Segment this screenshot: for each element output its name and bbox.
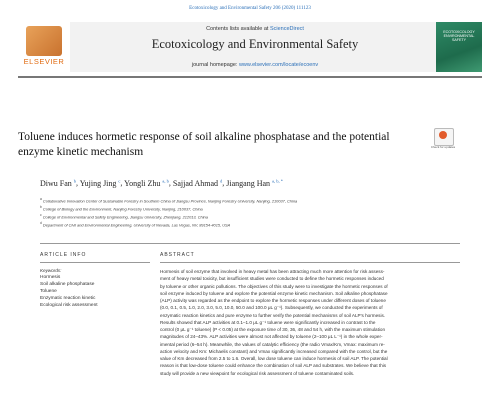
journal-title: Ecotoxicology and Environmental Safety: [151, 37, 359, 51]
sciencedirect-link[interactable]: ScienceDirect: [269, 26, 304, 32]
keywords-label: Keywords:: [40, 268, 62, 273]
check-updates-label: Check for updates: [430, 145, 456, 149]
author[interactable]: Diwu Fan $^b$: [40, 178, 77, 188]
affiliation: $^c$ College of Environmental and Safety Engineering, Jiangsu University, Zhenjiang, 212013, China: [40, 213, 208, 220]
author[interactable]: Yujing Jing $^c$: [79, 178, 121, 188]
abstract-heading: ABSTRACT: [160, 252, 195, 258]
article-title: Toluene induces hormetic response of soil alkaline phosphatase and the potential enzyme kinetic mechanism: [18, 131, 390, 158]
abstract-line: (0.0, 0.1, 0.5, 1.0, 2.0, 3.0, 5.0, 10.0, 50.0 and 100.0 μL g⁻¹). Subsequently, we conducted the experiments of: [160, 305, 383, 311]
header-divider: [18, 76, 482, 78]
elsevier-tree-icon: [26, 26, 62, 56]
affiliation: $^b$ College of Biology and the Environment, Nanjing Forestry University, Nanjing, 210037, China: [40, 205, 203, 212]
homepage-link[interactable]: www.elsevier.com/locate/ecoenv: [238, 62, 319, 68]
abstract-line: magnitudes of 24–43%. ALP activities were almost not affected by toluene (2–100 μL L⁻¹) in the whole exper-: [160, 334, 383, 340]
affiliation: $^d$ Department of Civil and Environmental Engineering, University of Nevada, Las Vegas, NV, 89154-4015, USA: [40, 221, 231, 228]
abstract-line: by toluene or other organic pollutions. The objectives of this study were to investigate the hormetic responses of: [160, 283, 388, 289]
affiliation: $^a$ Collaborative Innovation Center of Sustainable Forestry in Southern China of Jiangsu Province, Nanjing Forestry University, Nanjing, 210037, China: [40, 197, 298, 204]
check-updates-icon: [439, 131, 447, 139]
keyword: Toluene: [40, 289, 57, 294]
abstract-line: control (0 μL g⁻¹ toluene) (P < 0.05) at the exposure time of 30, 36, 48 and 54 h, with the maximum stimulation: [160, 327, 386, 332]
abstract-line: (ALP) activity was regarded as the endpoint to explore the hormetic responses under different doses of toluene: [160, 298, 386, 303]
abstract-line: reason is that low-dose toluene could enhance the combination of soil ALP and substrates. We believe that this: [160, 363, 387, 369]
abstract-line: action velocity and Km: Michaelis constant) and Vmax significantly increased compared with the control, but the: [160, 348, 388, 354]
abstract-line: enzymatic reaction kinetics and pure enzyme to further verify the potential mechanisms of soil ALP's hormesis.: [160, 312, 386, 318]
keyword: Soil alkaline phosphatase: [40, 282, 95, 287]
author[interactable]: Yongli Zhu $^{a, b}$: [124, 178, 169, 188]
journal-cover-title: ECOTOXICOLOGY ENVIRONMENTAL SAFETY: [443, 30, 475, 43]
keyword: Hormesis: [40, 275, 61, 280]
publisher-name: ELSEVIER: [23, 57, 65, 66]
article-info-divider: [40, 262, 150, 263]
contents-line: [80, 26, 430, 32]
authors-divider: [40, 243, 460, 244]
contents-prefix: Contents lists available at: [206, 26, 270, 32]
abstract-divider: [160, 262, 460, 263]
homepage-prefix: journal homepage:: [191, 62, 239, 68]
article-info-heading: ARTICLE INFO: [40, 252, 87, 258]
author-list: Diwu Fan $^b$, Yujing Jing $^c$, Yongli Zhu $^{a, b}$, Sajjad Ahmad $^d$, Jiangang Han $^{a, b, *}$: [40, 178, 284, 188]
author[interactable]: Jiangang Han $^{a, b, *}$: [226, 178, 284, 188]
abstract-line: soil enzyme induced by toluene and explore the potential enzyme kinetic mechanism. Soil alkaline phosphatase: [160, 290, 388, 296]
abstract-body: [160, 268, 460, 377]
abstract-line: imental period (6–54 h). Meanwhile, the values of catalytic efficiency (the radio Vmax/Km, Vmax: maximum re-: [160, 341, 385, 347]
keyword: Ecological risk assessment: [40, 303, 98, 308]
abstract-line: Hormesis of soil enzyme that involved in heavy metal has been attracting much more attention for risk assess-: [160, 269, 385, 274]
abstract-line: Results showed that ALP activities at 0.1–1.0 μL g⁻¹ toluene were significantly increased in contrast to the: [160, 319, 376, 325]
author[interactable]: Sajjad Ahmad $^d$: [172, 178, 223, 188]
keyword: Enzymatic reaction kinetic: [40, 296, 96, 301]
journal-reference[interactable]: Ecotoxicology and Environmental Safety 206 (2020) 111123: [189, 6, 311, 11]
abstract-line: value of Km decreased from 2.5 to 1.6. Overall, low dose toluene can induce hormesis of soil ALP. The potential: [160, 356, 388, 361]
abstract-line: ment of heavy metal toxicity, but insufficient studies were conducted to define the hormetic responses induced: [160, 276, 384, 282]
abstract-line: study will provide a new viewpoint for ecological risk assessment of toluene contaminated soils.: [160, 370, 355, 376]
journal-homepage: [80, 62, 430, 68]
